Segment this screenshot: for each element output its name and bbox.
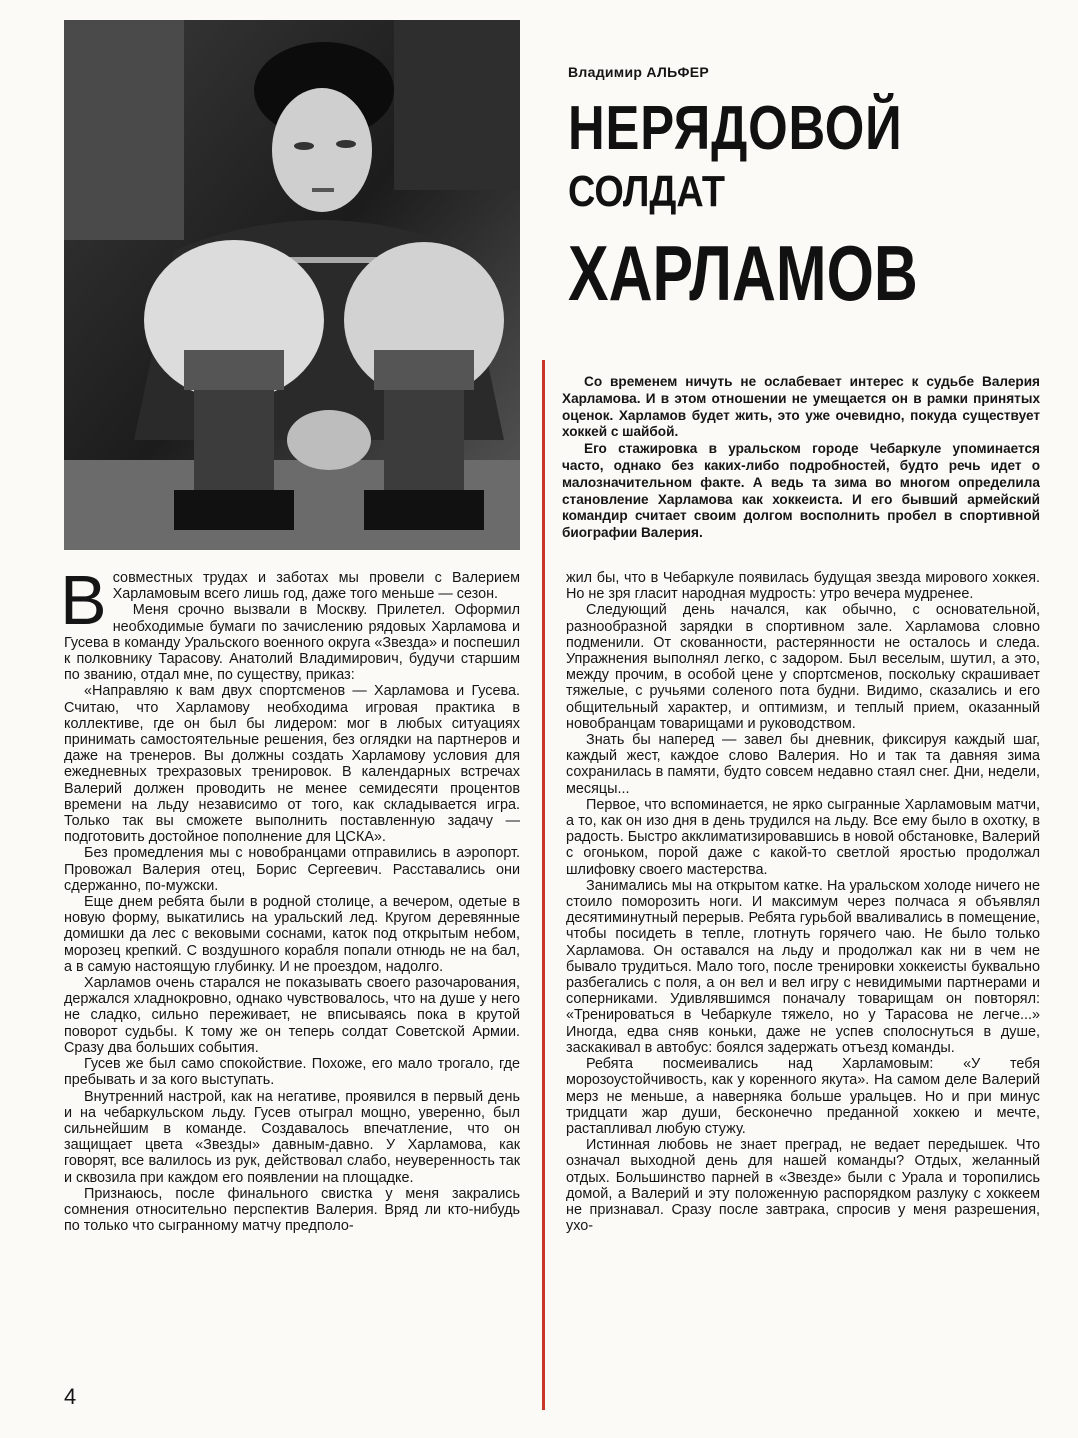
title-line-2: СОЛДАТ	[568, 167, 725, 216]
body-paragraph: Истинная любовь не знает преград, не ведает передышек. Что означал выходной день для нашей команды? Отдых, желанный отдых. Большинство парней в «Звезде» были с Урала и торопились домой, а Валерий и эту положенную распорядком разлуку с хоккеем не признавал. Сразу после завтрака, спросив у меня разрешения, ухо-	[566, 1137, 1040, 1235]
article-column-left	[60, 561, 520, 1235]
body-paragraph: Гусев же был само спокойствие. Похоже, его мало трогало, где пребывать и за кого выступать.	[64, 1056, 520, 1089]
body-paragraph: Следующий день начался, как обычно, с основательной, разнообразной зарядки в спортивном зале. Харламова словно подменили. От скованности, растерянности не осталось и следа. Упражнения выполнял легко, с задором. Был веселым, шутил, а это, между прочим, в особой цене у спортсменов, поскольку скрашивает тяжелые, с ручьями соленого пота будни. Видимо, сказались и его общительный характер, и оптимизм, и теплый прием, оказанный новобранцам товарищами и руководством.	[566, 602, 1040, 732]
body-paragraph: Ребята посмеивались над Харламовым: «У тебя морозоустойчивость, как у коренного якута». На самом деле Валерий мерз не меньше, а наверняка больше уральцев. Но и при минус тридцати жар души, бесконечно преданной хоккею и мечте, растапливал любую стужу.	[566, 1056, 1040, 1137]
title-line-1: НЕРЯДОВОЙ	[568, 94, 903, 163]
photo-illustration	[64, 20, 520, 550]
drop-cap: В	[60, 561, 107, 639]
body-paragraph: Занимались мы на открытом катке. На уральском холоде ничего не стоило поморозить ноги. И максимум через полчаса я объявлял десятиминутный перерыв. Ребята гурьбой вваливались в помещение, чтобы посидеть в тепле, глотнуть горячего чаю. Не было только Харламова. Он оставался на льду и продолжал как ни в чем не бывало трудиться. Мало того, после тренировки хоккеисты буквально разбегались с поля, а он вел и вел игру с невидимыми партнерами и соперниками. Удивлявшимся поначалу товарищам он повторял: «Тренироваться в Чебаркуле тяжело, но у Тарасова не легче...» Иногда, едва сняв коньки, даже не успев сполоснуться в душе, заскакивал в автобус: боялся задержать отъезд команды.	[566, 877, 1040, 1056]
hockey-player-photo	[64, 20, 520, 550]
body-paragraph: Без промедления мы с новобранцами отправились в аэропорт. Провожал Валерия отец, Борис Сергеевич. Расставались они сдержанно, по-мужски.	[64, 845, 520, 894]
page-number: 4	[64, 1384, 77, 1409]
accent-rule	[542, 360, 545, 1410]
article-title	[568, 94, 1017, 317]
lead-text: Со временем ничуть не ослабевает интерес к судьбе Валерия Харламова. И в этом отношении не умещается он в рамки принятых оценок. Харламов будет жить, это уже очевидно, покуда существует хоккей с шайбой.	[562, 374, 1040, 440]
body-paragraph: Меня срочно вызвали в Москву. Прилетел. Оформил необходимые бумаги по зачислению рядовых Харламова и Гусева в команду Уральского военного округа «Звезда» и поспешил к полковнику Тарасову. Анатолий Владимирович, будучи старшим по званию, отдал мне, по существу, приказ:	[64, 602, 520, 684]
body-paragraph: Харламов очень старался не показывать своего разочарования, держался хладнокровно, однако чувствовалось, что на душе у него не сладко, сильно переживает, не вписываясь пока в крутой поворот судьбы. К тому же он теперь солдат Советской Армии. Сразу два больших события.	[64, 975, 520, 1056]
body-paragraph: «Направляю к вам двух спортсменов — Харламова и Гусева. Считаю, что Харламову необходима игровая практика в коллективе, где он был бы лидером: мог в любых ситуациях принимать самостоятельные решения, без оглядки на партнеров и даже на тренеров. Вы должны создать Харламову условия для ежедневных трехразовых тренировок. В календарных встречах Валерий должен проводить не менее семидесяти процентов времени на льду независимо от того, как складывается игра. Только так вы сможете выполнить поставленную задачу — подготовить достойное пополнение для ЦСКА».	[64, 683, 520, 846]
body-paragraph: Признаюсь, после финального свистка у меня закрались сомнения относительно перспектив Валерия. Вряд ли кто-нибудь по только что сыгранному матчу предполо-	[64, 1185, 520, 1235]
body-paragraph: Всовместных трудах и заботах мы провели с Валерием Харламовым всего лишь год, даже того меньше — сезон.	[60, 561, 520, 639]
article-column-right	[566, 570, 1040, 1234]
body-paragraph: Первое, что вспоминается, не ярко сыгранные Харламовым матчи, а то, как он изо дня в день трудился на льду. Все ему было в охотку, в радость. Быстро акклиматизировавшись в новой обстановке, Валерий с огоньком, порой даже с какой-то светлой яростью продолжал шлифовку своего мастерства.	[566, 796, 1040, 878]
author-byline: Владимир АЛЬФЕР	[568, 64, 709, 80]
lead-paragraph	[562, 374, 1040, 542]
body-paragraph: Еще днем ребята были в родной столице, а вечером, одетые в новую форму, выкатились на уральский лед. Кругом деревянные домишки да лес с вековыми соснами, каток под открытым небом, морозец крепкий. С воздушного корабля попали отнюдь не на бал, а в самую настоящую глубинку. И не проездом, надолго.	[64, 894, 520, 975]
lead-text: Его стажировка в уральском городе Чебаркуле упоминается часто, однако без каких-либо подробностей, будто речь идет о малозначительном факте. А ведь та зима во многом определила становление Харламова как хоккеиста. И его бывший армейский командир считает своим долгом восполнить пробел в спортивной биографии Валерия.	[562, 441, 1040, 541]
body-paragraph: Знать бы наперед — завел бы дневник, фиксируя каждый шаг, каждый жест, каждое слово Валерия. Но и так та давняя зима сохранилась в памяти, будто совсем недавно стаял снег. Дни, недели, месяцы...	[566, 732, 1040, 797]
body-paragraph: Внутренний настрой, как на негативе, проявился в первый день и на чебаркульском льду. Гусев отыграл мощно, уверенно, был сильнейшим в команде. Создавалось впечатление, что он защищает цвета «Звезды» давным-давно. У Харламова, как говорят, все валилось из рук, действовал слабо, неуверенность так и сквозила при каждом его появлении на площадке.	[64, 1088, 520, 1186]
title-line-3: ХАРЛАМОВ	[568, 229, 918, 317]
body-paragraph: жил бы, что в Чебаркуле появилась будущая звезда мирового хоккея. Но не зря гласит народная мудрость: утро вечера мудренее.	[566, 570, 1040, 603]
